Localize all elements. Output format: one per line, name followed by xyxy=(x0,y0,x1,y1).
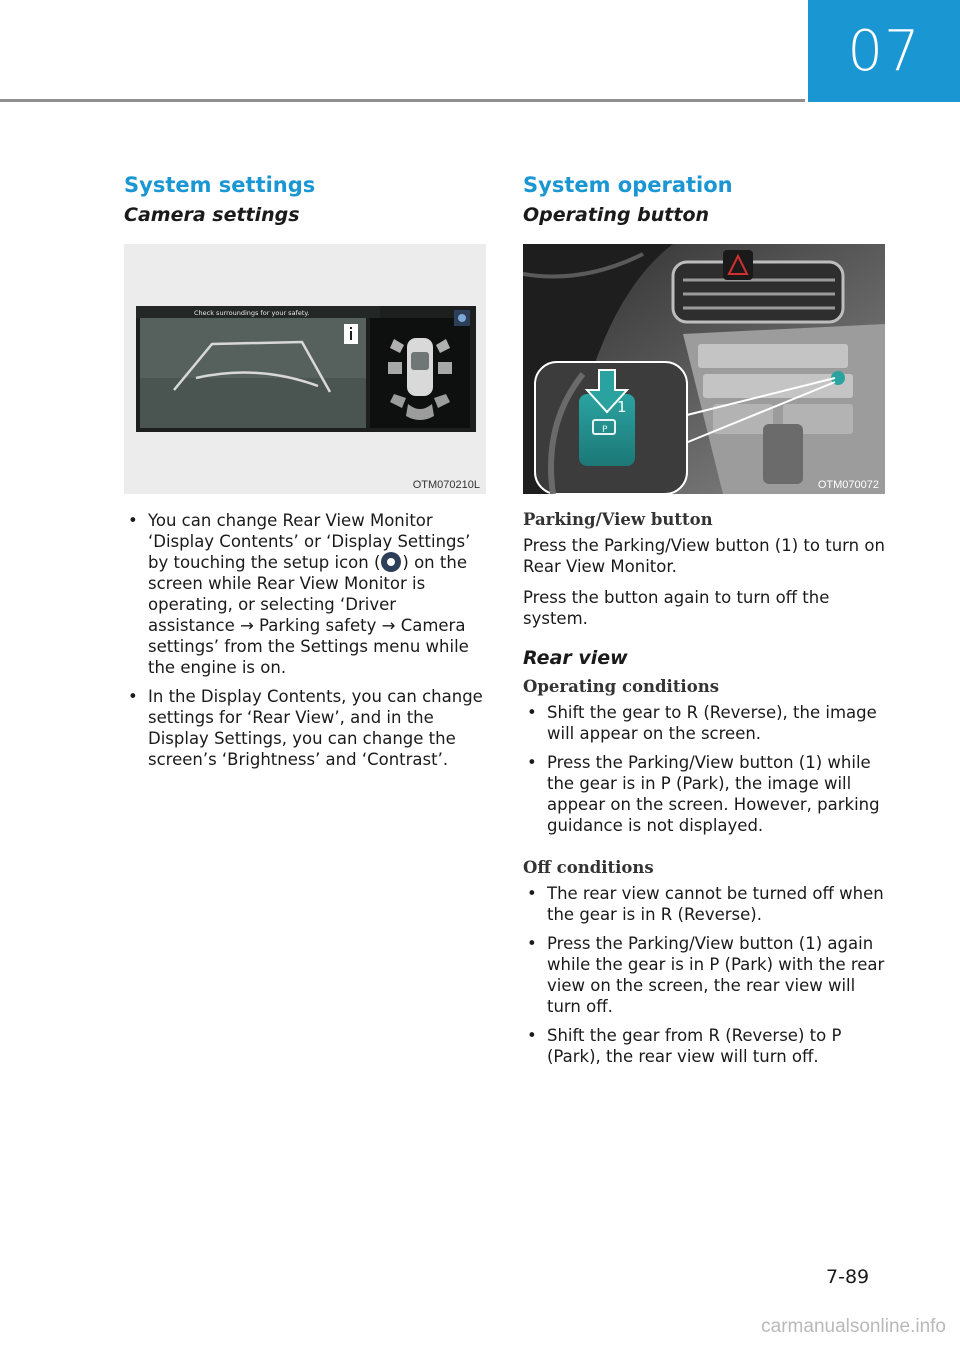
svg-text:P: P xyxy=(602,425,608,435)
bullet-text-part-2: ) on the screen while Rear View Monitor is operating, or selecting ‘Driver assistance → Parking safety → Camera settings’ from the Settings menu while the engine is on. xyxy=(148,553,469,677)
watermark: carmanualsonline.info xyxy=(761,1316,946,1337)
left-bullet-list xyxy=(124,510,486,770)
paragraph: Press the button again to turn off the system. xyxy=(523,588,830,628)
operating-conditions-list xyxy=(523,702,885,836)
list-item: • In the Display Contents, you can change settings for ‘Rear View’, and in the Display Settings, you can change the screen’s ‘Brightness’ and ‘Contrast’. xyxy=(124,686,486,770)
left-column xyxy=(124,170,486,778)
rear-view-monitor-illustration xyxy=(124,244,486,494)
page-number: 7-89 xyxy=(826,1266,870,1288)
figure-code-left: OTM070210L xyxy=(412,479,480,491)
section-title-system-operation: System operation xyxy=(523,173,733,197)
list-item xyxy=(124,510,486,678)
chapter-tab xyxy=(808,0,960,102)
subsection-title-operating-button: Operating button xyxy=(523,204,710,226)
header-rule xyxy=(0,99,805,102)
figure-code-right: OTM070072 xyxy=(817,479,879,491)
off-conditions-heading: Off conditions xyxy=(523,858,654,877)
subsection-title-camera-settings: Camera settings xyxy=(124,204,300,226)
list-item: • Shift the gear from R (Reverse) to P (Park), the rear view will turn off. xyxy=(523,1025,885,1067)
rear-view-monitor-figure xyxy=(124,244,486,494)
paragraph: Press the Parking/View button (1) to turn on Rear View Monitor. xyxy=(523,536,885,576)
screen-banner-text: Check surroundings for your safety. xyxy=(194,309,310,317)
list-item: • Shift the gear to R (Reverse), the image will appear on the screen. xyxy=(523,702,885,744)
dashboard-illustration xyxy=(523,244,885,494)
chapter-number: 07 xyxy=(847,18,921,84)
list-item: • Press the Parking/View button (1) while the gear is in P (Park), the image will appear on the screen. However, parking guidance is not displayed. xyxy=(523,752,885,836)
right-column xyxy=(523,170,885,1075)
operating-conditions-heading: Operating conditions xyxy=(523,677,719,696)
bullet-text-part-1: You can change Rear View Monitor ‘Display Contents’ or ‘Display Settings’ by touching the setup icon ( xyxy=(148,511,471,572)
parking-view-heading: Parking/View button xyxy=(523,510,713,529)
gear-icon xyxy=(381,552,401,572)
callout-number: 1 xyxy=(617,398,627,416)
section-title-system-settings: System settings xyxy=(124,173,316,197)
off-conditions-list xyxy=(523,883,885,1067)
operating-button-figure xyxy=(523,244,885,494)
list-item: • The rear view cannot be turned off when the gear is in R (Reverse). xyxy=(523,883,885,925)
list-item: • Press the Parking/View button (1) again while the gear is in P (Park) with the rear view on the screen, the rear view will turn off. xyxy=(523,933,885,1017)
rear-view-title: Rear view xyxy=(523,647,628,669)
